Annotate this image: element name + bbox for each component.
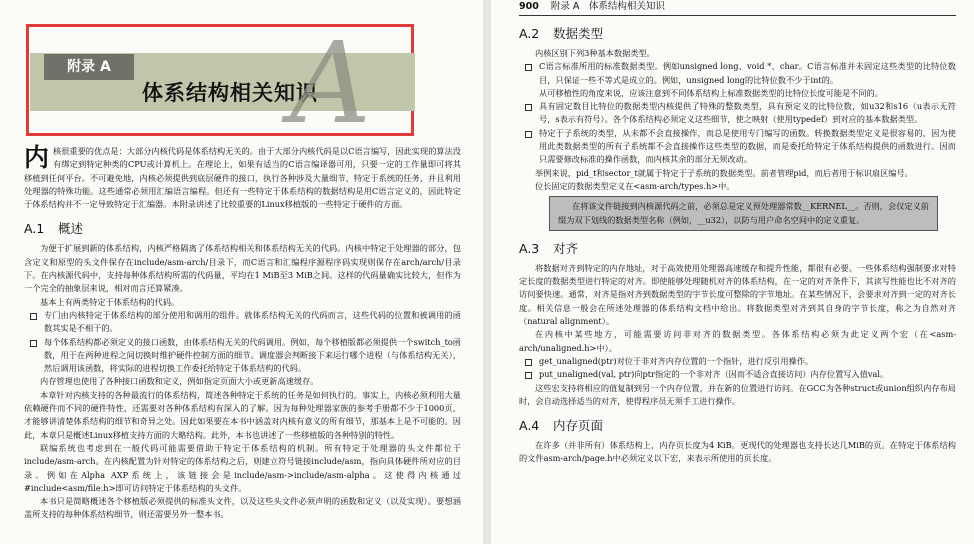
paragraph: 将数据对齐到特定的内存地址，对于高效使用处理器高速缓存和提升性能，都很有必要。一些体系结构强制要求对特定长度的数据类型进行特定的对齐。即使能够处理随机对齐的体系结构，在一定的对齐条件下，其读写性能也比不对齐的访问要快速。通常，对齐是指对齐到数据类型的字节长度可整除的字节地址。在某些情况下，会要求对齐到一定的对齐长度。相关信息一般会在所述处理器的体系结构文档中给出。将数据类型对齐到其自身的字节长度，称之为自然对齐（natural alignment）。 — [519, 262, 956, 327]
bullet-list — [24, 309, 461, 375]
note-text: 在将该文件链接到内核源代码之前，必须总是定义预处理器常数__KERNEL__。否则，会仅定义前缀为双下划线的数据类型名称（例如，__u32），以防与用户命名空间中的定义重复。 — [558, 201, 929, 225]
running-head — [519, 0, 956, 16]
paragraph: 在许多（并非所有）体系结构上，内存页长度为4 KiB。更现代的处理器也支持长达几MiB的页。在特定于体系结构的文件asm-arch/page.h中必须定义以下宏，来表示所使用的页长度。 — [519, 440, 956, 464]
section-heading-a3: A.3 对齐 — [519, 240, 579, 256]
paragraph: 为便于扩展到新的体系结构，内核严格隔离了体系结构相关和体系结构无关的代码。内核中特定于处理器的部分，包含定义和原型的头文件保存在include/asm-arch/目录下，而C语言和汇编程序源程序码实现则保存在arch/arch/目录下。在内核源代码中，支持每种体系结构所需的代码量，平均在1 MiB至3 MiB之间。这样的代码量确实比较大，但作为一个完全的抽象层来说，相对而言还算紧凑。 — [24, 243, 461, 294]
section-heading-a4: A.4 内存页面 — [519, 418, 604, 434]
list-item: put_unaligned(val, ptr)向ptr指定的一个非对齐（因而不适合直接访问）内存位置写入值val。 — [519, 368, 956, 381]
paragraph: 联编系统也考虑到在一般代码可能需要借助于特定于体系结构的机制。所有特定于处理器的头文件都位于include/asm-arch。在内核配置为针对特定的体系结构之后，则建立符号链接include/asm，指向具体硬件所对应的目录。例如在Alpha AXP系统上，该链接会是include/asm->include/asm-alpha。这使得内核通过#include<asm/file.h>即可访问特定于体系结构的头文件。 — [24, 442, 461, 493]
paragraph: 在内核中某些地方，可能需要访问非对齐的数据类型。各体系结构必须为此定义两个宏（在<asm-arch/unaligned.h>中）。 — [519, 329, 956, 353]
list-item: 特定于子系统的类型，从未都不会直接操作，而总是使用专门编写的函数。转换数据类型定义是很容易的，因为使用此类数据类型的所有子系统都不会直接操作这些类型的数据，而是委托给特定于体系结构提供的函数进行。因而只需要修改标准的操作函数，而内核其余的部分无须改动。 — [519, 127, 956, 167]
paragraph: 内核区别下列3种基本数据类型。 — [535, 48, 655, 58]
list-item: 具有固定数目比特位的数据类型内核提供了特殊的整数类型，具有预定义的比特位数，如u32和s16（u表示无符号，s表示有符号）。各个体系结构必须定义这些细节，使之映射（使用typedef）到对应的基本数据类型。 — [519, 100, 956, 127]
chapter-title: 体系结构相关知识 — [142, 81, 318, 105]
running-head-title: 附录 A 体系结构相关知识 — [550, 1, 665, 12]
paragraph: 本章针对内核支持的各种最流行的体系结构，简述各种特定于系统的任务是如何执行的。事实上，内核必须利用大量依赖硬件而不同的硬件特性，还需要对各种体系结构有深入的了解。因为每种处理器家族的参考手册都不少于1000页，才能够讲清楚体系结构的细节和奇异之处。因此如果要在本书中涵盖对内核有意义的所有细节，那基本上是不可能的。因此，本章只是概述Linux移植支持方面的大略结构。此外，本书也讲述了一些移植版的各种特别的特性。 — [24, 389, 461, 440]
page-gutter — [483, 0, 491, 544]
note-box — [549, 196, 938, 231]
paragraph: 位长固定的数据类型定义在<asm-arch/types.h>中。 — [535, 180, 735, 191]
section-heading-a1: A.1 概述 — [24, 221, 84, 237]
list-item: get_unaligned(ptr)对位于非对齐内存位置的一个指针，进行反引用操作。 — [519, 355, 956, 368]
left-page — [0, 0, 483, 544]
appendix-tag: 附录 A — [44, 54, 134, 80]
bullet-list — [519, 60, 956, 166]
right-page — [491, 0, 974, 544]
list-item: 专门由内核特定于体系结构的部分使用和调用的组件。就体系结构无关的代码而言，这些代码的位置和被调用的函数其实是不相干的。 — [24, 309, 461, 336]
paragraph: 基本上有两类特定于体系结构的代码。 — [40, 296, 180, 307]
list-item: 每个体系结构都必须定义的接口函数，由体系结构无关的代码调用。例如，每个移植版都必须提供一个switch_to函数，用于在两种进程之间切换时维护硬件控制方面的细节。调度器会判断接下来运行哪个进程（与体系结构无关），然后调用该函数，将实际的进程切换工作委托给特定于体系结构的代码。 — [24, 336, 461, 376]
bullet-list — [519, 355, 956, 382]
dropcap: 内 — [24, 143, 50, 172]
section-heading-a2: A.2 数据类型 — [519, 26, 604, 41]
paragraph: 举例来说，pid_t和sector_t就属于特定于子系统的数据类型。前者管理pid，而后者用于标识扇区编号。 — [535, 167, 913, 178]
left-content — [24, 145, 461, 522]
intro-paragraph: 内核很重要的优点是：大部分内核代码是体系结构无关的。由于大部分内核代码是以C语言编写，因此实现的算法没有绑定到特定种类的CPU或计算机上。在理论上，如果有适当的C语言编译器可用，只要一定的工作量即可将其移植到任何平台。不可避免地，内核必须提供到底层硬件的接口，执行各种涉及大量细节、特定于系统的任务，并且利用处理器的特殊功能。这些通常必须用汇编语言编程。但还有一些特定于体系结构的数据结构是用C语言定义的，因此特定于体系结构并不一定导致特定于汇编器。本附录讲述了比较重要的Linux移植版的一些特定于硬件的方面。 — [24, 143, 461, 210]
chapter-letter: A — [290, 19, 371, 149]
paragraph: 本书只是简略概述各个移植版必须提供的标准头文件，以及这些头文件必须声明的函数和定义（以及实现）。要想涵盖所支持的每种体系结构细节，则还需要另外一整本书。 — [24, 496, 461, 520]
paragraph: 内存管理也使用了各种接口函数和定义，例如指定页面大小或更新高速缓存。 — [40, 376, 319, 387]
list-item: C语言标准所用的标准数据类型。例如unsigned long、void *、char。C语言标准并未固定这些类型的比特位数目，只保证一些不等式是成立的。例如，unsigned long的比特位数不少于int的。 从可移植性的角度来说，应该注意到不同体系结构上标准数据类型的比特位长度可能是不同的。 — [519, 60, 956, 100]
paragraph: 这些宏支持将相应的值复制到另一个内存位置，并在新的位置进行访问。在GCC为各种struct或union组织内存布局时，会自动选择适当的对齐，使得程序员无须手工进行操作。 — [519, 382, 956, 406]
page-number: 900 — [519, 1, 539, 12]
